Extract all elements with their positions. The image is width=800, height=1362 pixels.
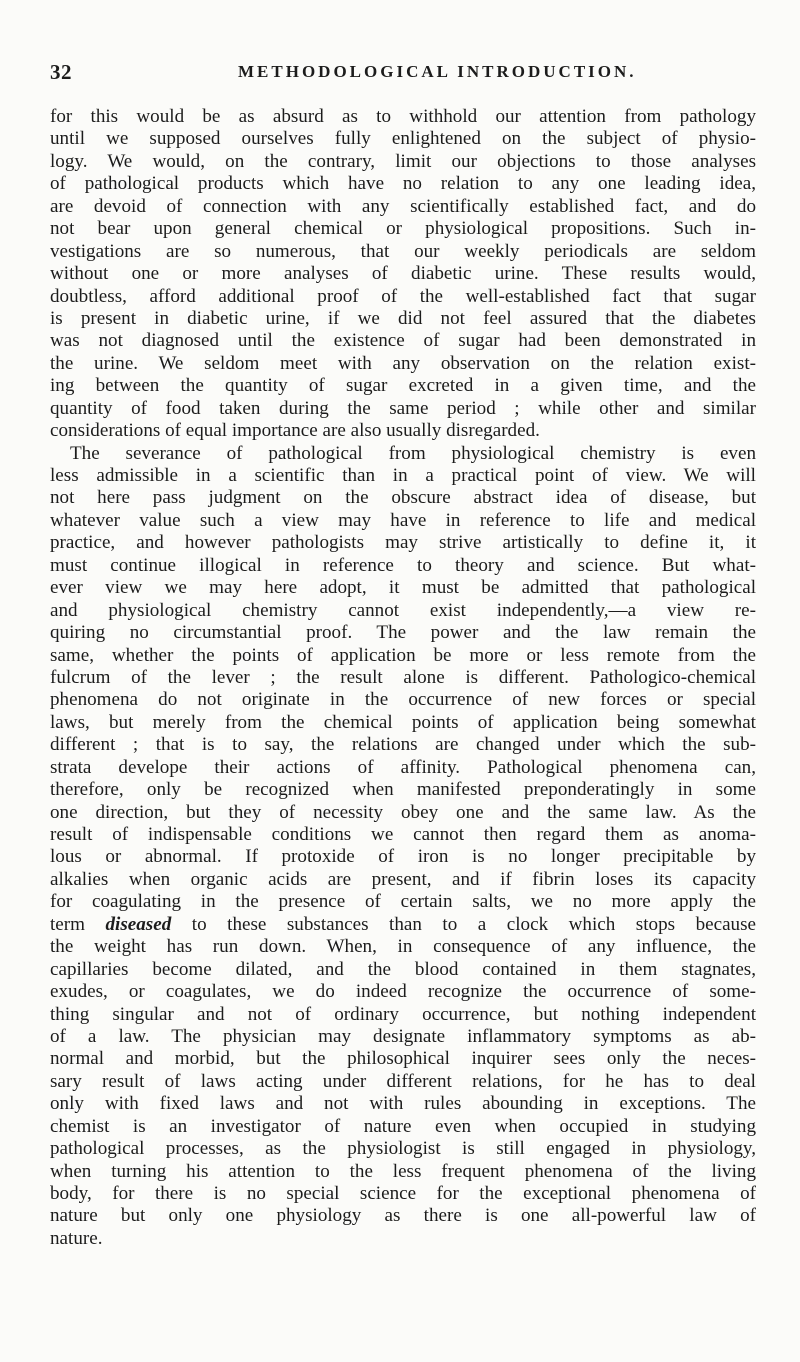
text-line: strata develope their actions of affinity. Pathological phenomena can, xyxy=(50,756,756,778)
text-line: not bear upon general chemical or physiological propositions. Such in- xyxy=(50,218,756,240)
text-line: fulcrum of the lever ; the result alone is different. Pathologico-chemical xyxy=(50,666,756,688)
text-line: must continue illogical in reference to theory and science. But what- xyxy=(50,554,756,576)
text-line: of pathological products which have no relation to any one leading idea, xyxy=(50,173,756,195)
text-line: nature but only one physiology as there is one all-powerful law of xyxy=(50,1205,756,1227)
text-line: the urine. We seldom meet with any observation on the relation exist- xyxy=(50,352,756,374)
text-line: therefore, only be recognized when manifested preponderatingly in some xyxy=(50,779,756,801)
page-number: 32 xyxy=(50,60,72,84)
text-line: quantity of food taken during the same period ; while other and similar xyxy=(50,397,756,419)
text-line: and physiological chemistry cannot exist independently,—a view re- xyxy=(50,599,756,621)
text-line: are devoid of connection with any scientifically established fact, and do xyxy=(50,195,756,217)
page-header xyxy=(50,60,750,84)
text-line: vestigations are so numerous, that our weekly periodicals are seldom xyxy=(50,240,756,262)
text-line: exudes, or coagulates, we do indeed recognize the occurrence of some- xyxy=(50,981,756,1003)
text-fragment: to these substances than to a clock which stops because xyxy=(171,913,756,935)
text-line: phenomena do not originate in the occurrence of new forces or special xyxy=(50,689,756,711)
text-line: same, whether the points of application be more or less remote from the xyxy=(50,644,756,666)
text-line: for coagulating in the presence of certain salts, we no more apply the xyxy=(50,891,756,913)
text-line: is present in diabetic urine, if we did not feel assured that the diabetes xyxy=(50,307,756,329)
text-line: was not diagnosed until the existence of sugar had been demonstrated in xyxy=(50,330,756,352)
text-line: body, for there is no special science for the exceptional phenomena of xyxy=(50,1183,756,1204)
text-fragment: term xyxy=(50,913,106,935)
running-title: METHODOLOGICAL INTRODUCTION. xyxy=(238,62,637,81)
text-line: different ; that is to say, the relations are changed under which the sub- xyxy=(50,734,756,756)
text-line: quiring no circumstantial proof. The power and the law remain the xyxy=(50,622,756,644)
text-line: normal and morbid, but the philosophical inquirer sees only the neces- xyxy=(50,1048,756,1070)
text-line xyxy=(50,914,756,936)
emphasized-word: diseased xyxy=(105,913,172,935)
text-line: pathological processes, as the physiologist is still engaged in physiology, xyxy=(50,1138,756,1160)
text-line: of a law. The physician may designate inflammatory symptoms as ab- xyxy=(50,1025,756,1047)
text-line: for this would be as absurd as to withhold our attention from pathology xyxy=(50,106,756,127)
body-text xyxy=(50,106,756,1250)
text-line: laws, but merely from the chemical points of application being somewhat xyxy=(50,711,756,733)
text-line: whatever value such a view may have in reference to life and medical xyxy=(50,509,756,531)
text-line: logy. We would, on the contrary, limit our objections to those analyses xyxy=(50,150,756,172)
text-line: doubtless, afford additional proof of the well-established fact that sugar xyxy=(50,285,756,307)
text-line: lous or abnormal. If protoxide of iron is no longer precipitable by xyxy=(50,846,756,868)
text-line: ing between the quantity of sugar excreted in a given time, and the xyxy=(50,375,756,397)
text-line: nature. xyxy=(50,1227,103,1249)
text-line: result of indispensable conditions we cannot then regard them as anoma- xyxy=(50,824,756,845)
text-line: considerations of equal importance are also usually disregarded. xyxy=(50,420,540,442)
text-line: not here pass judgment on the obscure abstract idea of disease, but xyxy=(50,487,756,509)
text-line: capillaries become dilated, and the blood contained in them stagnates, xyxy=(50,958,756,980)
text-line: the weight has run down. When, in consequence of any influence, the xyxy=(50,936,756,958)
text-line: alkalies when organic acids are present, and if fibrin loses its capacity xyxy=(50,868,756,890)
text-line: when turning his attention to the less frequent phenomena of the living xyxy=(50,1160,756,1182)
text-line: only with fixed laws and not with rules abounding in exceptions. The xyxy=(50,1093,756,1115)
text-line: ever view we may here adopt, it must be admitted that pathological xyxy=(50,577,756,599)
text-line: less admissible in a scientific than in a practical point of view. We will xyxy=(50,465,756,486)
text-line: chemist is an investigator of nature even when occupied in studying xyxy=(50,1115,756,1137)
text-line: sary result of laws acting under different relations, for he has to deal xyxy=(50,1070,756,1092)
text-line: one direction, but they of necessity obey one and the same law. As the xyxy=(50,801,756,823)
text-line: practice, and however pathologists may strive artistically to define it, it xyxy=(50,532,756,554)
text-line: The severance of pathological from physiological chemistry is even xyxy=(70,442,756,464)
text-line: thing singular and not of ordinary occurrence, but nothing independent xyxy=(50,1003,756,1025)
text-line: until we supposed ourselves fully enlightened on the subject of physio- xyxy=(50,128,756,150)
text-line: without one or more analyses of diabetic urine. These results would, xyxy=(50,263,756,285)
